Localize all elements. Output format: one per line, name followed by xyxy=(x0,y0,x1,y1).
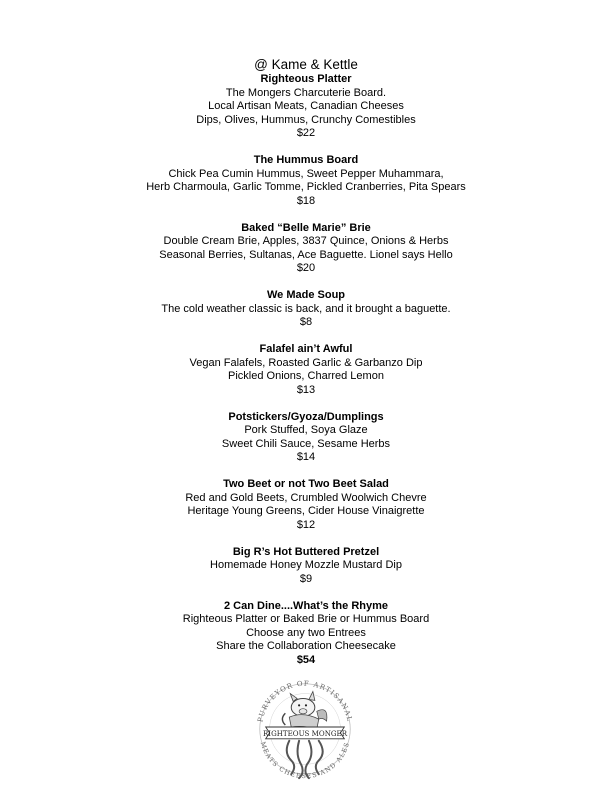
tentacles-icon xyxy=(287,741,323,778)
menu-item-description: Vegan Falafels, Roasted Garlic & Garbanzo Dip xyxy=(189,356,423,369)
menu-item xyxy=(0,73,612,141)
menu-item-description: Righteous Platter or Baked Brie or Hummus Board xyxy=(182,613,430,625)
menu-item-price: $8 xyxy=(299,316,313,328)
logo-banner-text: RIGHTEOUS MONGER xyxy=(262,728,348,738)
logo-emblem-icon xyxy=(246,668,364,786)
menu-item-description: The cold weather classic is back, and it brought a baguette. xyxy=(161,302,451,315)
menu-item-title: Big R’s Hot Buttered Pretzel xyxy=(232,545,380,558)
menu-item-description: Red and Gold Beets, Crumbled Woolwich Chevre xyxy=(185,491,427,504)
menu-item-description: Homemade Honey Mozzle Mustard Dip xyxy=(210,559,402,571)
menu-item xyxy=(0,411,612,465)
menu-item-title: 2 Can Dine....What’s the Rhyme xyxy=(223,599,388,612)
menu-item-description: Dips, Olives, Hummus, Crunchy Comestibles xyxy=(196,113,416,126)
menu-item-price: $9 xyxy=(299,572,313,585)
menu-item-description: Double Cream Brie, Apples, 3837 Quince, Onions & Herbs xyxy=(163,235,449,247)
menu-item xyxy=(0,343,612,397)
menu-item xyxy=(0,222,612,276)
menu-item xyxy=(0,289,612,330)
menu-item-title: Falafel ain’t Awful xyxy=(259,343,353,355)
menu-item-price: $18 xyxy=(296,194,316,207)
menu-item-description: Heritage Young Greens, Cider House Vinaigrette xyxy=(187,505,425,517)
menu-item-description: Pickled Onions, Charred Lemon xyxy=(228,370,384,382)
menu-item-description: The Mongers Charcuterie Board. xyxy=(225,86,387,99)
menu-item-title: Baked “Belle Marie” Brie xyxy=(241,221,371,234)
menu-item-price: $20 xyxy=(296,262,316,274)
menu-item-price: $13 xyxy=(296,383,316,396)
menu-item-description: Choose any two Entrees xyxy=(246,626,366,639)
menu-item-description: Seasonal Berries, Sultanas, Ace Baguette. Lionel says Hello xyxy=(159,248,453,261)
logo-ring-top-text: PURVEYOR OF ARTISANAL xyxy=(256,679,354,723)
menu-item-price: $14 xyxy=(296,451,316,463)
menu-item-description: Chick Pea Cumin Hummus, Sweet Pepper Muhammara, xyxy=(168,167,444,180)
logo-banner xyxy=(263,727,348,739)
menu-item-description: Herb Charmoula, Garlic Tomme, Pickled Cranberries, Pita Spears xyxy=(146,181,466,193)
righteous-monger-logo xyxy=(246,668,364,786)
menu-item-title: Two Beet or not Two Beet Salad xyxy=(223,478,389,490)
menu-item xyxy=(0,154,612,208)
menu-item-description: Sweet Chili Sauce, Sesame Herbs xyxy=(221,437,391,450)
menu-item-description: Share the Collaboration Cheesecake xyxy=(216,640,396,652)
venue-heading: @ Kame & Kettle xyxy=(254,57,358,72)
menu-item-title: Potstickers/Gyoza/Dumplings xyxy=(228,410,384,423)
menu-item xyxy=(0,600,612,668)
menu-item-price: $54 xyxy=(296,653,316,666)
menu-item xyxy=(0,478,612,532)
menu-item-price: $22 xyxy=(296,127,316,139)
menu-list xyxy=(0,73,612,681)
menu-item-description: Local Artisan Meats, Canadian Cheeses xyxy=(208,100,404,112)
menu-item xyxy=(0,546,612,587)
menu-item-price: $12 xyxy=(296,518,316,531)
menu-item-title: The Hummus Board xyxy=(253,154,359,166)
menu-item-title: We Made Soup xyxy=(266,289,346,301)
menu-item-description: Pork Stuffed, Soya Glaze xyxy=(244,424,368,436)
logo-ring-bottom-text: MEATS CHEESES AND ALES xyxy=(258,740,352,781)
menu-item-title: Righteous Platter xyxy=(260,73,352,85)
